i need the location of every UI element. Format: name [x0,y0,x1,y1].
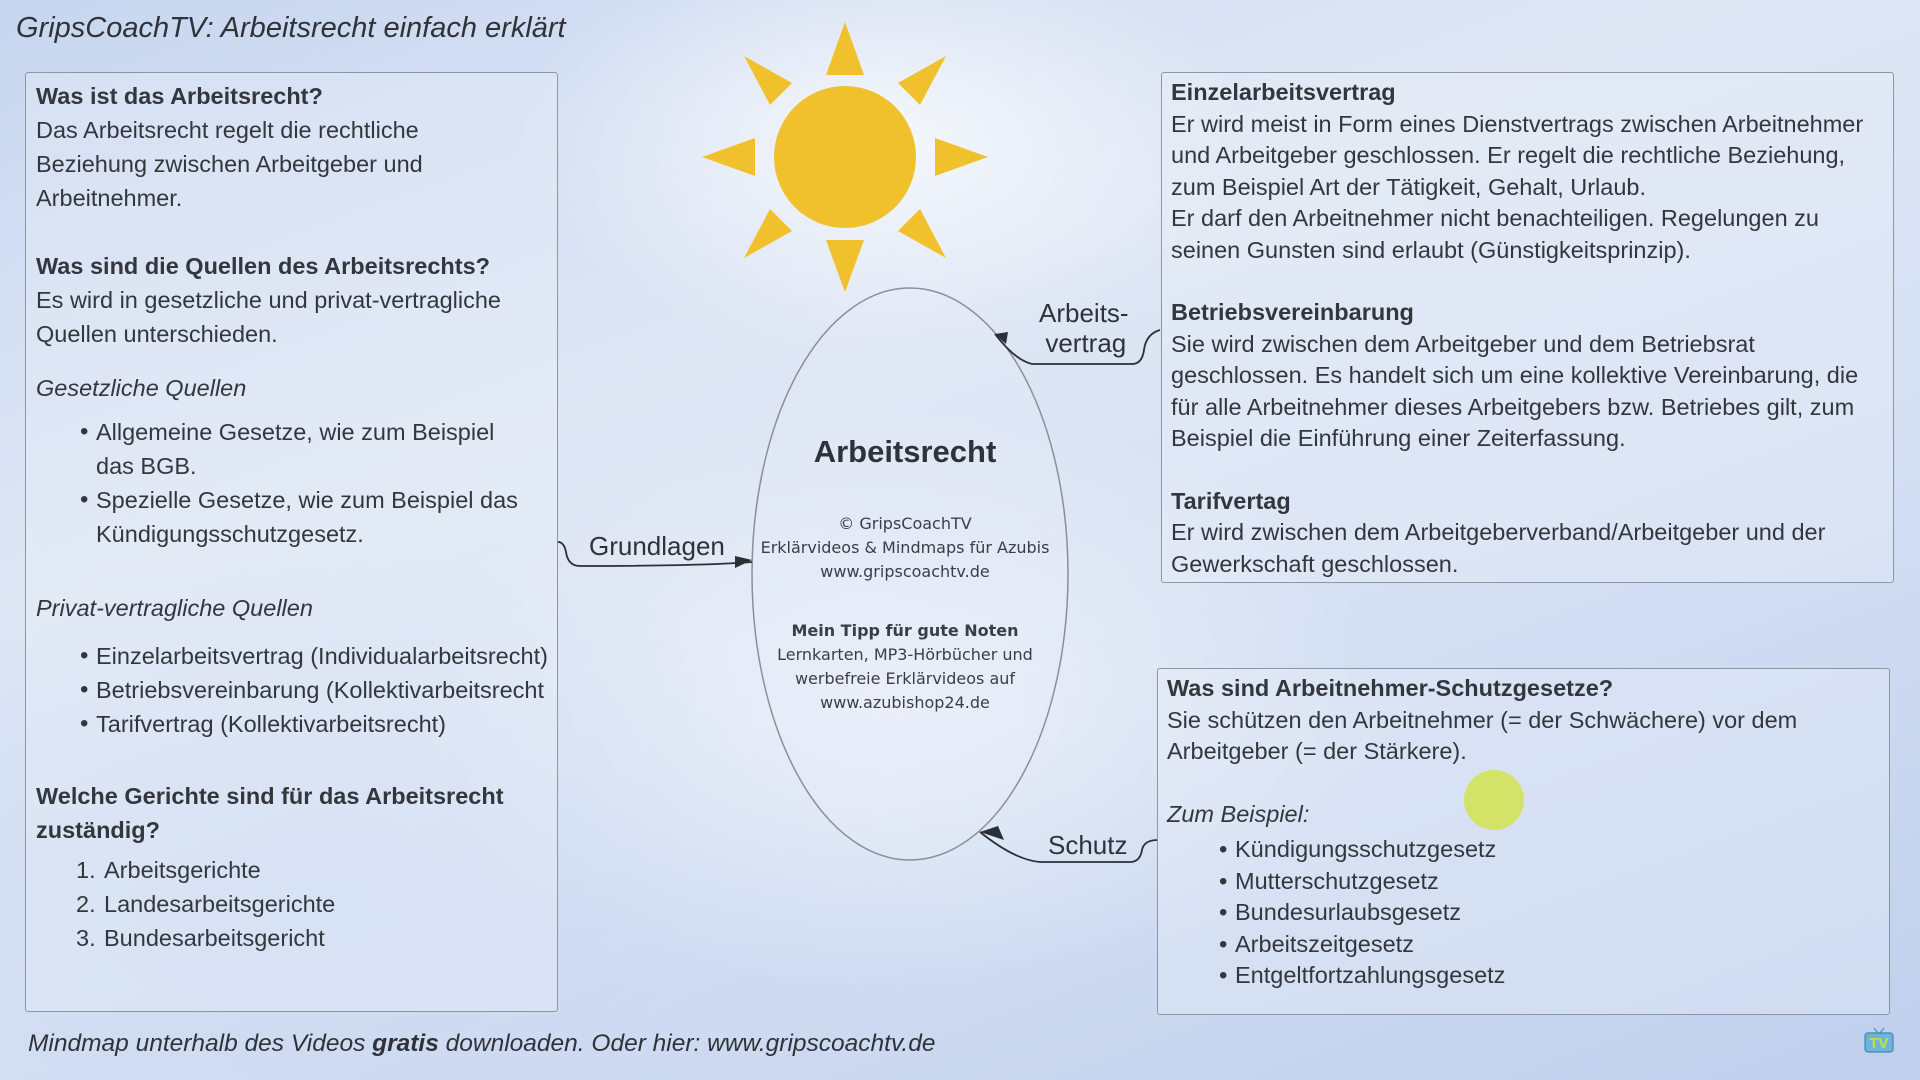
answer-line: Es wird in gesetzliche und privat-vertragliche [36,287,501,313]
private-sources-list [36,639,547,741]
text-line: Arbeitgeber (= der Stärkere). [1167,738,1467,764]
text-line: Er wird zwischen dem Arbeitgeberverband/Arbeitgeber und der [1171,519,1826,545]
list-item: • Spezielle Gesetze, wie zum Beispiel das Kündigungsschutzgesetz. [84,483,547,551]
text-line: Beispiel die Einführung einer Zeiterfassung. [1171,425,1626,451]
center-title: Arbeitsrecht [813,434,997,469]
sun-icon [702,22,988,292]
list-item: 1. Arbeitsgerichte [76,857,261,883]
list-item: 3. Bundesarbeitsgericht [76,925,325,951]
list-item: • Entgeltfortzahlungsgesetz [1223,960,1880,992]
question-was-ist: Was ist das Arbeitsrecht? [36,83,323,109]
branch-label-schutz: Schutz [1048,830,1128,860]
schutzgesetze-list [1167,834,1880,992]
list-item: • Betriebsvereinbarung (Kollektivarbeitsrecht [84,673,547,707]
text-line: Sie schützen den Arbeitnehmer (= der Schwächere) vor dem [1167,706,1798,733]
text-line: zum Beispiel Art der Tätigkeit, Gehalt, Urlaub. [1171,173,1647,200]
tv-logo-icon [1862,1026,1896,1054]
private-sources-heading: Privat-vertragliche Quellen [36,595,313,621]
center-tip: Mein Tipp für gute Noten Lernkarten, MP3-Hörbücher und werbefreie Erklärvideos auf www.azubishop24.de [777,621,1033,712]
branch-label-grundlagen: Grundlagen [589,531,725,561]
question-quellen: Was sind die Quellen des Arbeitsrechts? [36,253,491,279]
text-line: Gewerkschaft geschlossen. [1171,550,1459,577]
grundlagen-box [25,72,558,1012]
list-item: • Mutterschutzgesetz [1223,866,1880,898]
text-line: seinen Gunsten sind erlaubt (Günstigkeitsprinzip). [1171,236,1691,263]
legal-sources-list [36,415,547,551]
text-line: für alle Arbeitnehmer dieses Arbeitgebers bzw. Betriebes gilt, zum [1171,393,1855,420]
text-line: Sie wird zwischen dem Arbeitgeber und dem Betriebsrat [1171,330,1755,357]
answer-line: Das Arbeitsrecht regelt die rechtliche [36,117,419,143]
branch-label-arbeitsvertrag: Arbeits- vertrag [1039,298,1129,358]
question-gerichte: Welche Gerichte sind für das Arbeitsrecht zuständig? [36,783,504,843]
list-item: • Tarifvertrag (Kollektivarbeitsrecht) [84,707,547,741]
svg-text:TV: TV [1869,1037,1889,1052]
text-line: und Arbeitgeber geschlossen. Er regelt die rechtliche Beziehung, [1171,142,1846,168]
schutz-box [1157,668,1890,1015]
arbeitsvertrag-box [1161,72,1894,583]
text-line: Er wird meist in Form eines Dienstvertrags zwischen Arbeitnehmer [1171,110,1864,137]
footer-note: Mindmap unterhalb des Videos gratis downloaden. Oder hier: www.gripscoachtv.de [28,1030,936,1057]
list-item: • Arbeitszeitgesetz [1223,929,1880,961]
text-line: geschlossen. Es handelt sich um eine kollektive Vereinbarung, die [1171,362,1859,388]
answer-line: Quellen unterschieden. [36,321,278,347]
answer-line: Arbeitnehmer. [36,185,183,211]
center-credit: © GripsCoachTV Erklärvideos & Mindmaps für Azubis www.gripscoachtv.de [760,514,1050,581]
example-heading: Zum Beispiel: [1167,800,1310,827]
answer-line: Beziehung zwischen Arbeitgeber und [36,151,423,177]
list-item: 2. Landesarbeitsgerichte [76,891,336,917]
courts-list [36,853,547,955]
list-item: • Kündigungsschutzgesetz [1223,834,1880,866]
legal-sources-heading: Gesetzliche Quellen [36,375,247,401]
heading-einzelarbeitsvertrag: Einzelarbeitsvertrag [1171,79,1396,105]
question-schutzgesetze: Was sind Arbeitnehmer-Schutzgesetze? [1167,675,1614,701]
heading-betriebsvereinbarung: Betriebsvereinbarung [1171,299,1414,325]
heading-tarifvertrag: Tarifvertag [1171,487,1291,514]
list-item: • Bundesurlaubsgesetz [1223,897,1880,929]
text-line: Er darf den Arbeitnehmer nicht benachteiligen. Regelungen zu [1171,205,1819,231]
list-item: • Einzelarbeitsvertrag (Individualarbeitsrecht) [84,639,547,673]
page-title: GripsCoachTV: Arbeitsrecht einfach erklärt [16,12,566,44]
list-item: • Allgemeine Gesetze, wie zum Beispiel das BGB. [84,415,547,483]
